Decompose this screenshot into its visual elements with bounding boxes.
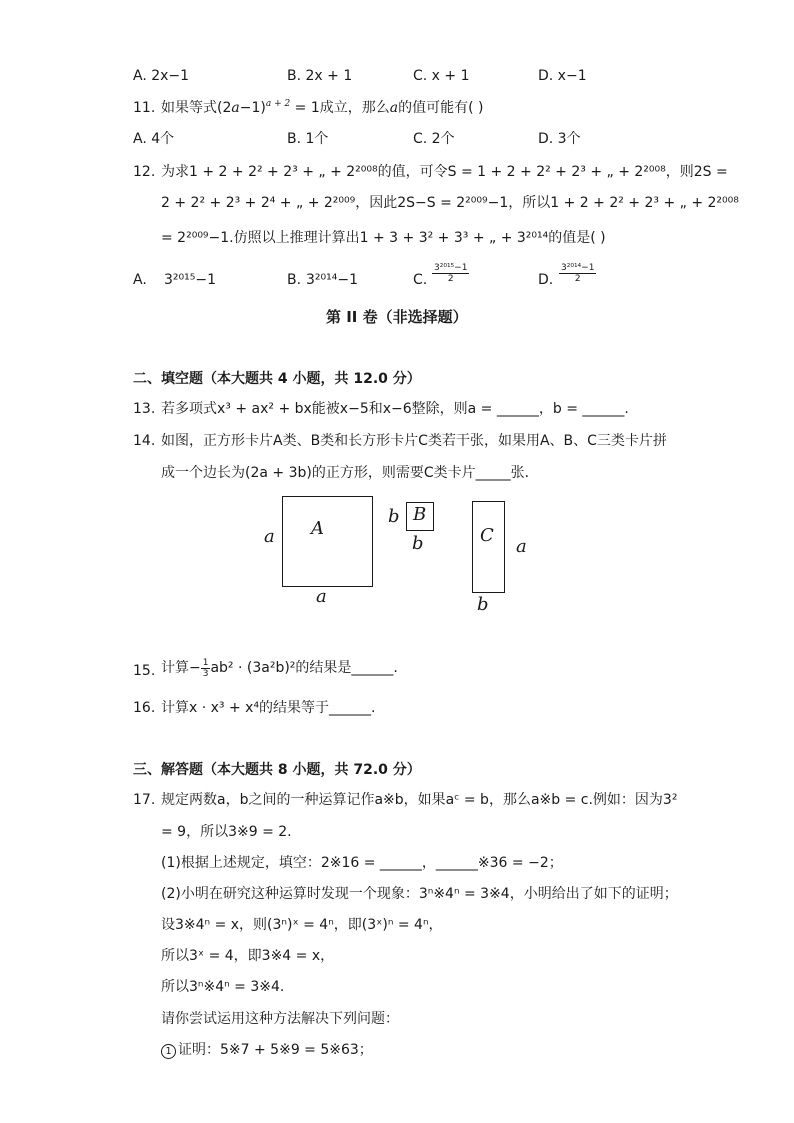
q15-text: 计算− $\frac{1}{3}$ ab² · (3a²b)²的结果是______. — [161, 657, 398, 679]
card-a-side-bottom: a — [316, 586, 327, 607]
card-a-label: A — [311, 518, 324, 539]
card-a-side-left: a — [264, 526, 275, 547]
q10-option-b: B. 2x + 1 — [287, 68, 353, 84]
q12-option-c-label: C. — [413, 272, 428, 288]
q16-text: 计算x · x³ + x⁴的结果等于______. — [161, 700, 376, 716]
q17-number: 17. — [133, 792, 156, 808]
q14-line-1: 如图，正方形卡片A类、B类和长方形卡片C类若干张，如果用A、B、C三类卡片拼 — [161, 433, 667, 449]
card-c-side-right: a — [516, 536, 527, 557]
q10-option-a: A. 2x−1 — [133, 68, 190, 84]
q11-stem: 如果等式$(2a-1)^{a + 2} = 1$成立，那么a的值可能有( ) — [161, 99, 484, 116]
q17-line-3: (1)根据上述规定，填空：2※16 = ______，______※36 = −2； — [161, 855, 563, 871]
q17-line-6: 所以3ˣ = 4，即3※4 = x， — [161, 948, 335, 964]
card-b-side-left: b — [388, 506, 400, 527]
card-c-rectangle — [472, 501, 505, 593]
card-c-side-bottom: b — [477, 594, 489, 615]
q14-number: 14. — [133, 433, 156, 449]
q11-option-a: A. 4个 — [133, 131, 175, 147]
q17-line-2: = 9，所以3※9 = 2. — [161, 824, 292, 840]
card-c-label: C — [480, 525, 494, 546]
q11-option-d: D. 3个 — [538, 131, 581, 147]
q10-option-c: C. x + 1 — [413, 68, 470, 84]
q17-line-1: 规定两数a，b之间的一种运算记作a※b，如果aᶜ = b，那么a※b = c.例如：因为3² — [161, 792, 678, 808]
q17-line-7: 所以3ⁿ※4ⁿ = 3※4. — [161, 979, 285, 995]
q11-option-b: B. 1个 — [287, 131, 329, 147]
section3-title: 三、解答题（本大题共 8 小题，共 72.0 分） — [133, 762, 421, 778]
q12-option-c: $\frac{\text{3²⁰¹⁵−1}}{2}$ — [434, 263, 468, 284]
q17-line-5: 设3※4ⁿ = x，则(3ⁿ)ˣ = 4ⁿ，即(3ˣ)ⁿ = 4ⁿ， — [161, 917, 443, 933]
part2-title: 第 II 卷（非选择题） — [326, 308, 468, 326]
q17-line-4: (2)小明在研究这种运算时发现一个现象：3ⁿ※4ⁿ = 3※4，小明给出了如下的证明； — [161, 886, 678, 902]
q10-option-d: D. x−1 — [538, 68, 587, 84]
q14-line-2: 成一个边长为(2a + 3b)的正方形，则需要C类卡片_____张. — [161, 465, 530, 481]
q12-option-d-label: D. — [538, 272, 554, 288]
q17-line-8: 请你尝试运用这种方法解决下列问题： — [161, 1011, 399, 1027]
q13-number: 13. — [133, 401, 156, 417]
q12-number: 12. — [133, 164, 156, 180]
q11-number: 11. — [133, 100, 156, 116]
q12-line-2: 2 + 2² + 2³ + 2⁴ + „ + 2²⁰⁰⁹，因此2S−S = 2²⁰⁰⁹−1，所以1 + 2 + 2² + 2³ + „ + 2²⁰⁰⁸ — [161, 195, 739, 211]
q15-number: 15. — [133, 663, 156, 679]
q11-option-c: C. 2个 — [413, 131, 455, 147]
q16-number: 16. — [133, 700, 156, 716]
card-a-square — [282, 496, 373, 587]
circled-one-icon: 1 — [161, 1044, 176, 1059]
q12-line-1: 为求1 + 2 + 2² + 2³ + „ + 2²⁰⁰⁸的值，可令S = 1 + 2 + 2² + 2³ + „ + 2²⁰⁰⁸，则2S = — [161, 164, 728, 180]
q13-text: 若多项式x³ + ax² + bx能被x−5和x−6整除，则a = ______，b = ______. — [161, 401, 629, 417]
section2-title: 二、填空题（本大题共 4 小题，共 12.0 分） — [133, 371, 421, 387]
q12-option-a: 3²⁰¹⁵−1 — [164, 272, 216, 288]
q12-line-3: = 2²⁰⁰⁹−1.仿照以上推理计算出1 + 3 + 3² + 3³ + „ + 3²⁰¹⁴的值是( ) — [161, 230, 606, 246]
card-b-label: B — [413, 504, 427, 525]
q12-option-d: $\frac{\text{3²⁰¹⁴−1}}{2}$ — [561, 263, 595, 284]
q12-option-b: 3²⁰¹⁴−1 — [306, 272, 358, 288]
card-b-side-bottom: b — [412, 533, 424, 554]
q12-option-a-label: A. — [133, 272, 147, 288]
q17-item-1: 1 证明：5※7 + 5※9 = 5※63； — [161, 1040, 373, 1060]
q12-option-b-label: B. — [287, 272, 302, 288]
